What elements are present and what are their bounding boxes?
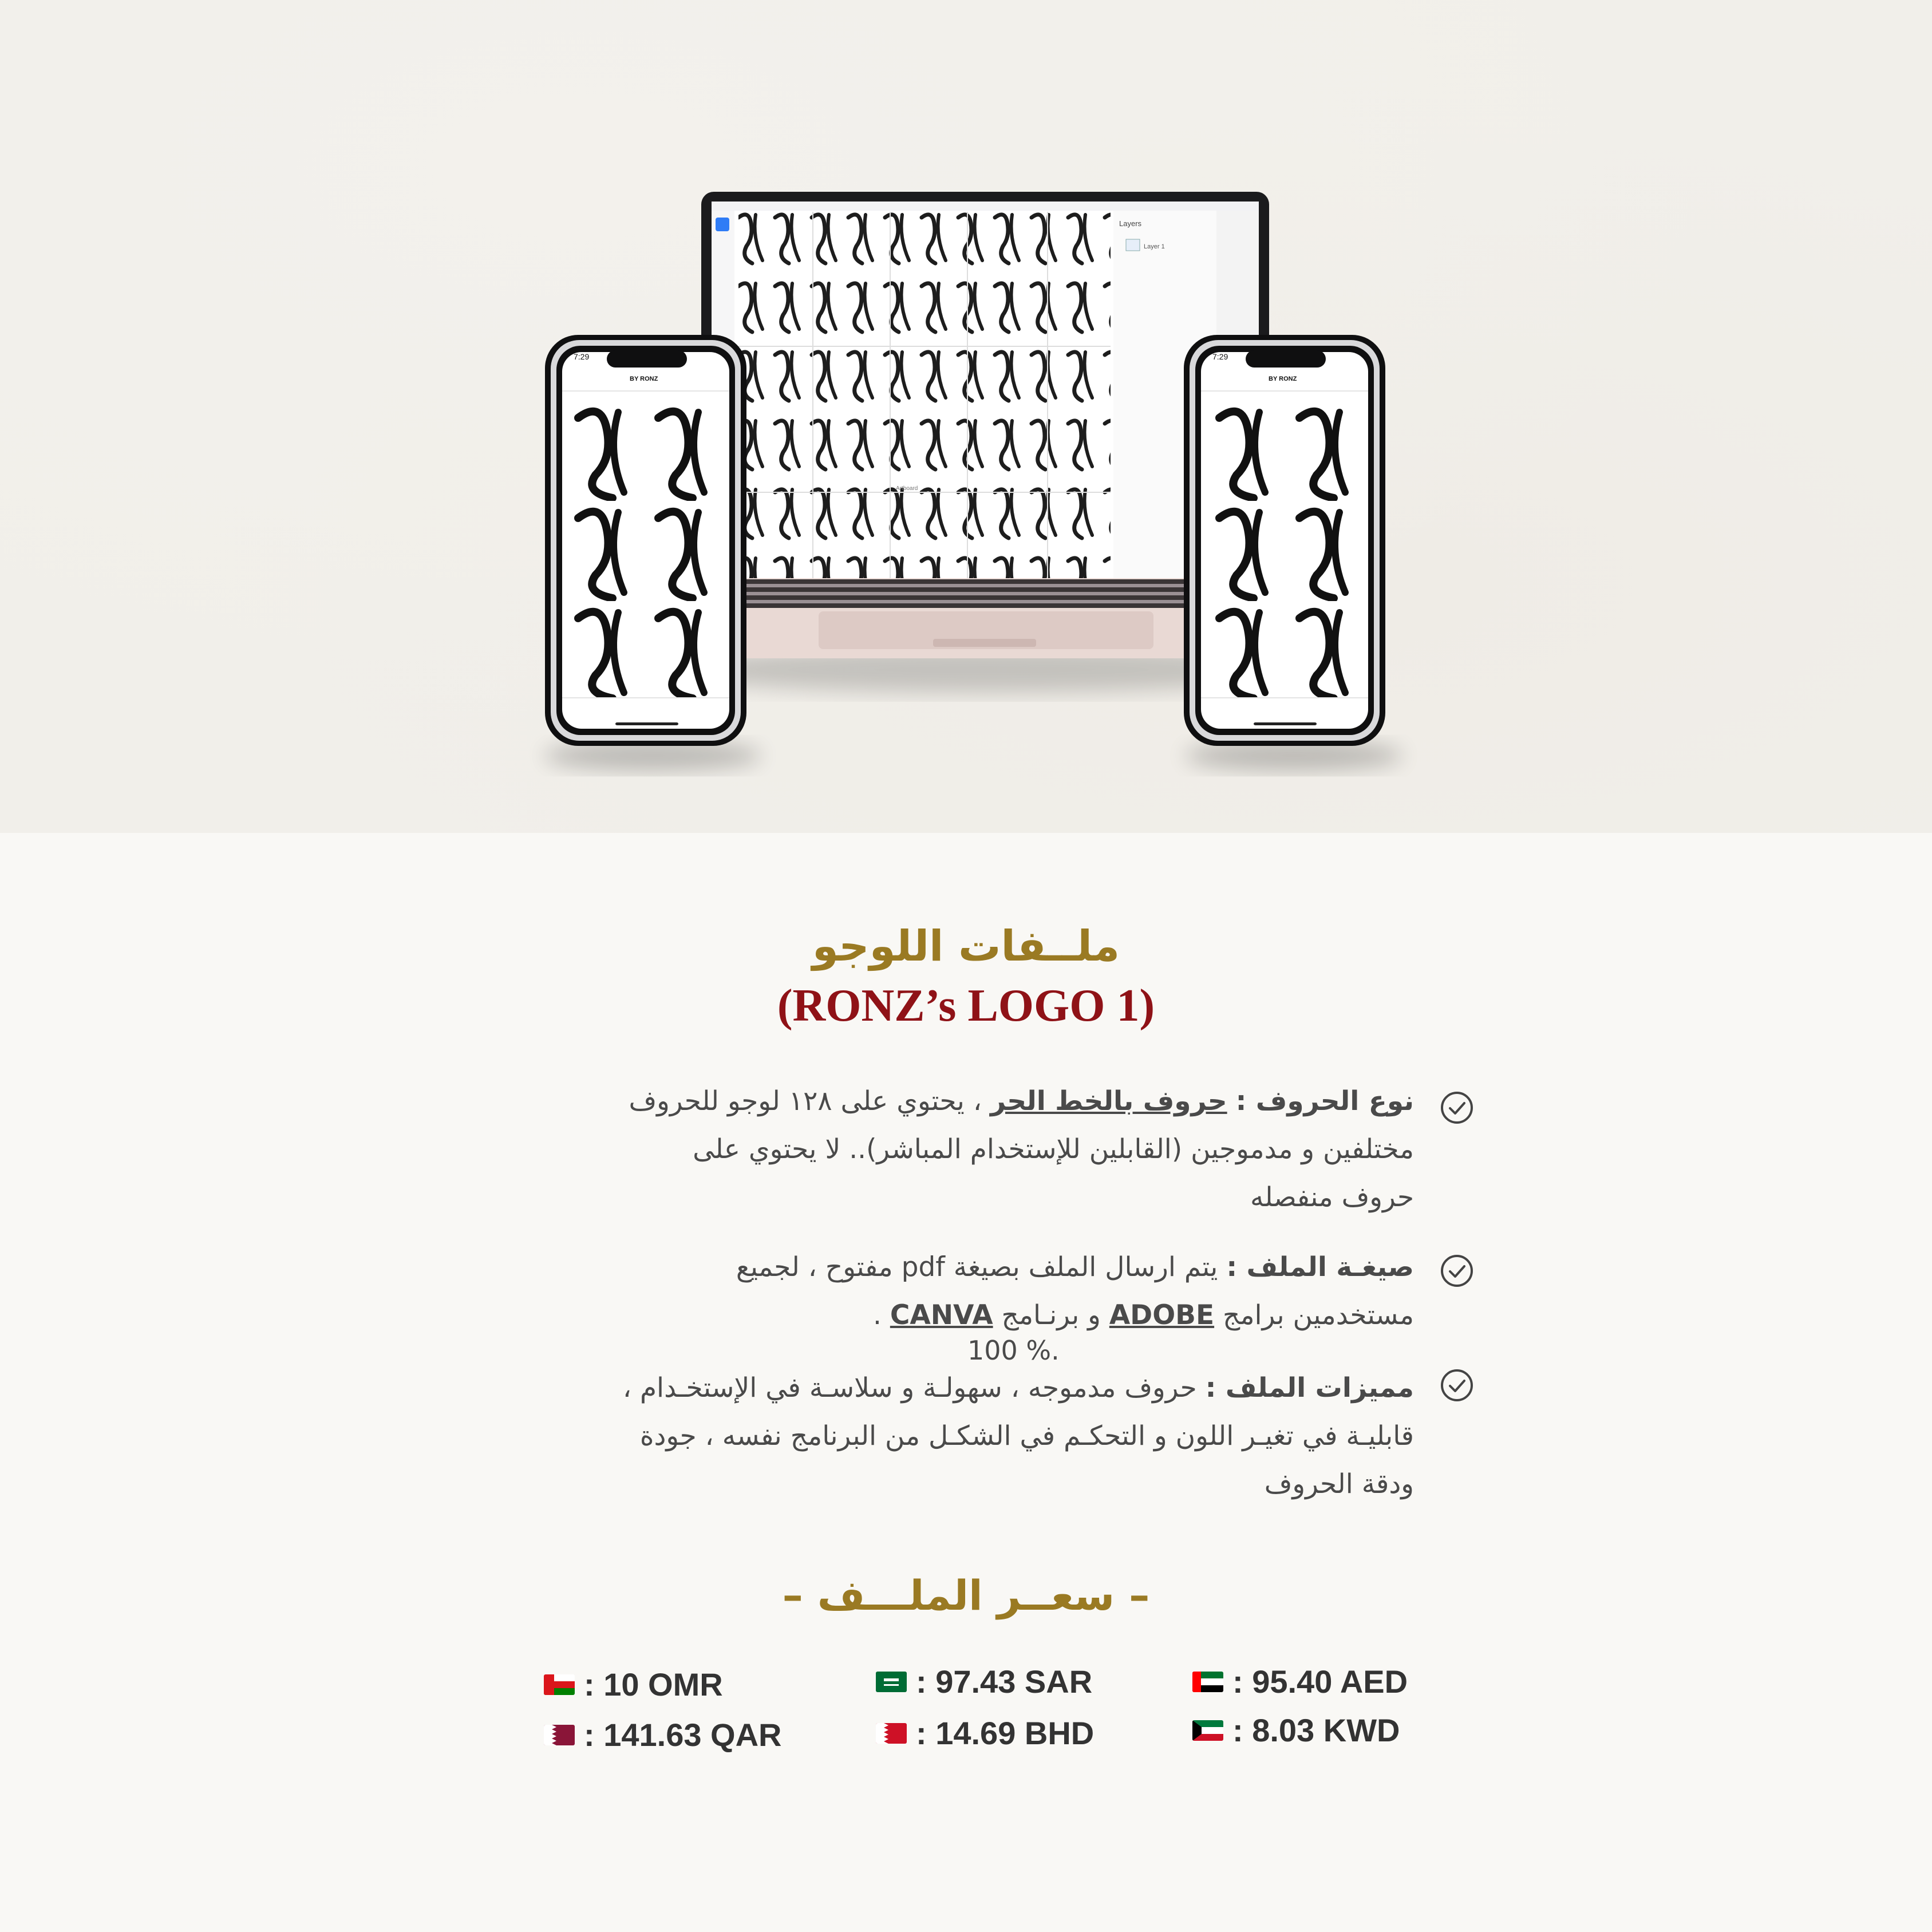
layers-panel-title: Layers (1119, 219, 1142, 228)
compatibility-percent: 100 %. (967, 1335, 1060, 1366)
check-circle-icon (1440, 1254, 1474, 1288)
saudi-flag-icon (876, 1672, 907, 1692)
feature-label: مميزات الملف : (1205, 1372, 1414, 1404)
left-phone (544, 335, 761, 771)
feature-label: صيغـة الملف : (1226, 1251, 1414, 1283)
product-name: (RONZ’s LOGO 1) (777, 981, 1155, 1031)
qatar-flag-icon (544, 1725, 575, 1745)
bahrain-flag-icon (876, 1723, 907, 1744)
feature-text: . (872, 1299, 890, 1331)
price-value: : 10 OMR (584, 1666, 723, 1702)
feature-file-format (613, 1243, 1414, 1340)
right-phone (1184, 335, 1402, 771)
right-phone-title: BY RONZ (1269, 376, 1297, 382)
price-qar (544, 1716, 782, 1753)
price-kwd (1192, 1712, 1400, 1749)
feature-text: و برنـامج (993, 1299, 1109, 1331)
check-circle-icon (1440, 1091, 1474, 1125)
feature-font-type (613, 1077, 1414, 1222)
price-aed (1192, 1663, 1408, 1700)
price-omr (544, 1666, 723, 1703)
feature-file-advantages (613, 1364, 1414, 1508)
price-value: : 97.43 SAR (916, 1664, 1093, 1700)
device-mockup (0, 0, 1932, 833)
page-title: ملــفات اللوجو (812, 922, 1120, 971)
price-title: – سعــر الملـــف – (782, 1571, 1150, 1619)
canva-highlight: CANVA (890, 1299, 993, 1331)
feature-text: يتم ارسال الملف بصيغة pdf مفتوح ، لجميع مستخدمين برامج (736, 1251, 1414, 1331)
price-value: : 141.63 QAR (584, 1717, 782, 1753)
price-value: : 8.03 KWD (1232, 1712, 1400, 1748)
layer-name: Layer 1 (1144, 243, 1165, 250)
price-bhd (876, 1714, 1094, 1752)
right-phone-time: 7:29 (1212, 352, 1228, 361)
left-phone-title: BY RONZ (630, 376, 658, 382)
kuwait-flag-icon (1192, 1720, 1223, 1741)
feature-label: نوع الحروف : (1235, 1085, 1414, 1117)
feature-highlight: حروف بالخط الحر (990, 1085, 1227, 1117)
feature-text: حروف مدموجه ، سهولـة و سلاسـة في الإستخـدام ، قابليـة في تغيـر اللون و التحكـم في الشكـل من البرنامج نفسه ، جودة ودقة الحروف (622, 1372, 1414, 1500)
artboard-label: Artboard (896, 485, 918, 492)
price-value: : 14.69 BHD (916, 1715, 1095, 1751)
adobe-highlight: ADOBE (1109, 1299, 1215, 1331)
check-circle-icon (1440, 1368, 1474, 1402)
left-phone-time: 7:29 (574, 352, 590, 361)
uae-flag-icon (1192, 1672, 1223, 1692)
oman-flag-icon (544, 1674, 575, 1695)
price-sar (876, 1663, 1092, 1700)
price-value: : 95.40 AED (1232, 1664, 1408, 1700)
feature-text: ، يحتوي على ١٢٨ لوجو للحروف مختلفين و مدموجين (القابلين للإستخدام المباشر).. لا يحتوي على حروف منفصله (629, 1085, 1414, 1213)
